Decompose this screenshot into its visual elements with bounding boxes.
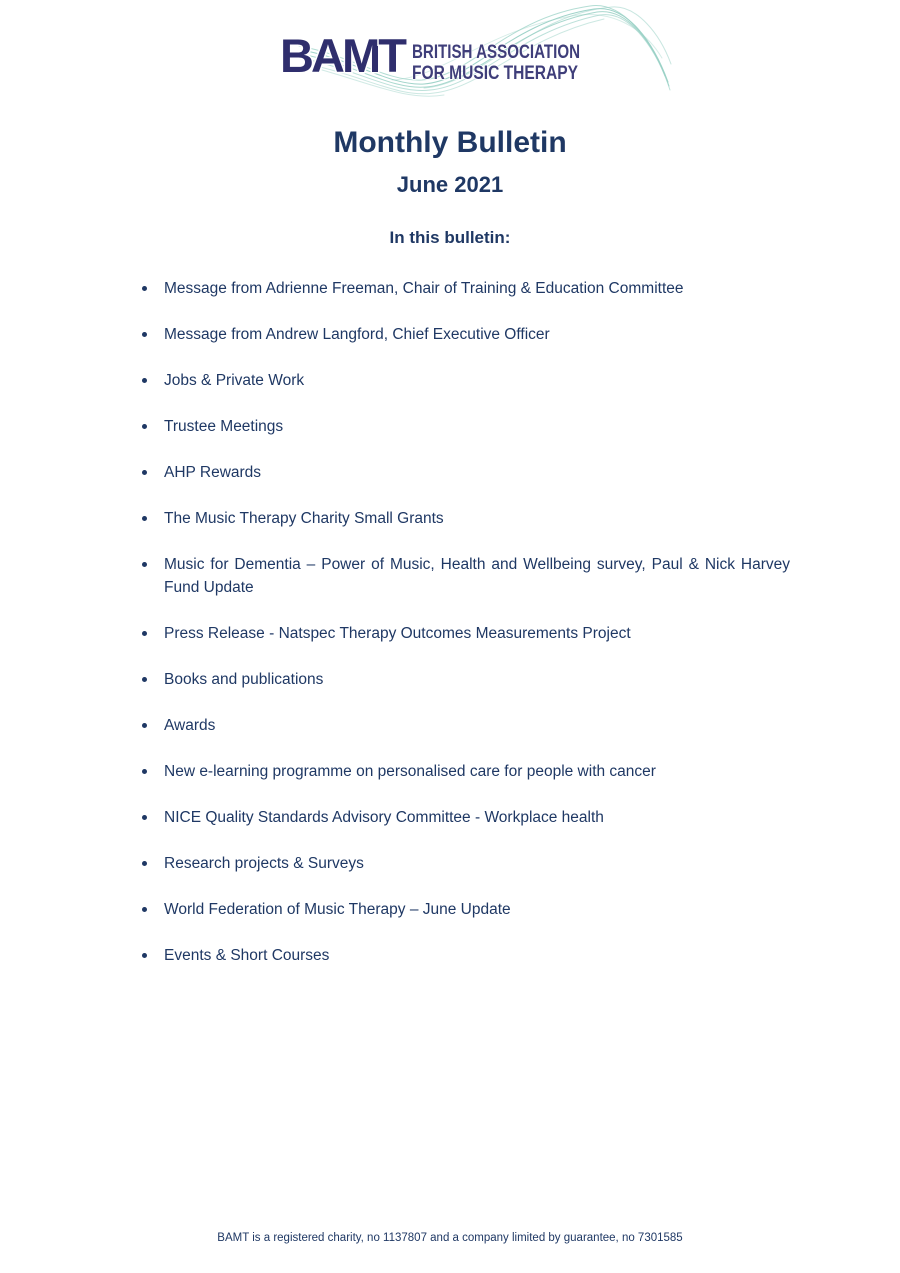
- toc-item: [140, 622, 790, 645]
- toc-item-text: Research projects & Surveys: [164, 855, 364, 872]
- bullet-icon: [142, 286, 147, 291]
- logo-name-line1: BRITISH ASSOCIATION: [412, 42, 580, 63]
- toc-item: [140, 461, 790, 484]
- toc-item-text: Books and publications: [164, 671, 324, 688]
- toc-item-text: Events & Short Courses: [164, 947, 330, 964]
- toc-item: [140, 668, 790, 691]
- toc-item: [140, 415, 790, 438]
- toc-item-text: Awards: [164, 717, 216, 734]
- toc-item: [140, 852, 790, 875]
- bullet-icon: [142, 953, 147, 958]
- bullet-icon: [142, 861, 147, 866]
- toc-item: [140, 944, 790, 967]
- toc-item: [140, 553, 790, 599]
- toc-item-text: New e-learning programme on personalised care for people with cancer: [164, 763, 656, 780]
- bullet-icon: [142, 516, 147, 521]
- toc-item: [140, 369, 790, 392]
- bullet-icon: [142, 677, 147, 682]
- toc-item-text: Jobs & Private Work: [164, 372, 305, 389]
- bamt-logo: [0, 0, 900, 112]
- bullet-icon: [142, 769, 147, 774]
- bullet-icon: [142, 562, 147, 567]
- toc-item: [140, 507, 790, 530]
- toc-item: [140, 898, 790, 921]
- bullet-icon: [142, 378, 147, 383]
- bamt-logo-graphic: [272, 2, 684, 110]
- toc-item-text: NICE Quality Standards Advisory Committee - Workplace health: [164, 809, 604, 826]
- toc-heading: In this bulletin:: [389, 228, 511, 247]
- toc-item-text: World Federation of Music Therapy – June Update: [164, 901, 511, 918]
- footer-note: BAMT is a registered charity, no 1137807 and a company limited by guarantee, no 7301585: [217, 1232, 683, 1244]
- toc-item-text: AHP Rewards: [164, 464, 262, 481]
- toc-item: [140, 323, 790, 346]
- toc-item-text: Press Release - Natspec Therapy Outcomes Measurements Project: [164, 625, 631, 642]
- toc-item-text: Message from Adrienne Freeman, Chair of Training & Education Committee: [164, 280, 684, 297]
- toc-item: [140, 714, 790, 737]
- bullet-icon: [142, 907, 147, 912]
- bullet-icon: [142, 424, 147, 429]
- bullet-icon: [142, 723, 147, 728]
- page-title: Monthly Bulletin: [333, 126, 567, 159]
- bullet-icon: [142, 815, 147, 820]
- logo-acronym: BAMT: [280, 29, 406, 82]
- toc-item-text: Message from Andrew Langford, Chief Executive Officer: [164, 326, 550, 343]
- toc-item-text: The Music Therapy Charity Small Grants: [164, 510, 444, 527]
- bullet-icon: [142, 332, 147, 337]
- toc-item-text: Trustee Meetings: [164, 418, 284, 435]
- toc-list: [140, 277, 790, 967]
- toc-item: [140, 277, 790, 300]
- bullet-icon: [142, 631, 147, 636]
- bullet-icon: [142, 470, 147, 475]
- toc-item-text: Music for Dementia – Power of Music, Health and Wellbeing survey, Paul & Nick Harvey Fund Update: [164, 556, 790, 596]
- toc-item: [140, 806, 790, 829]
- page-subtitle: June 2021: [396, 172, 504, 197]
- toc-item: [140, 760, 790, 783]
- logo-name-line2: FOR MUSIC THERAPY: [412, 63, 579, 84]
